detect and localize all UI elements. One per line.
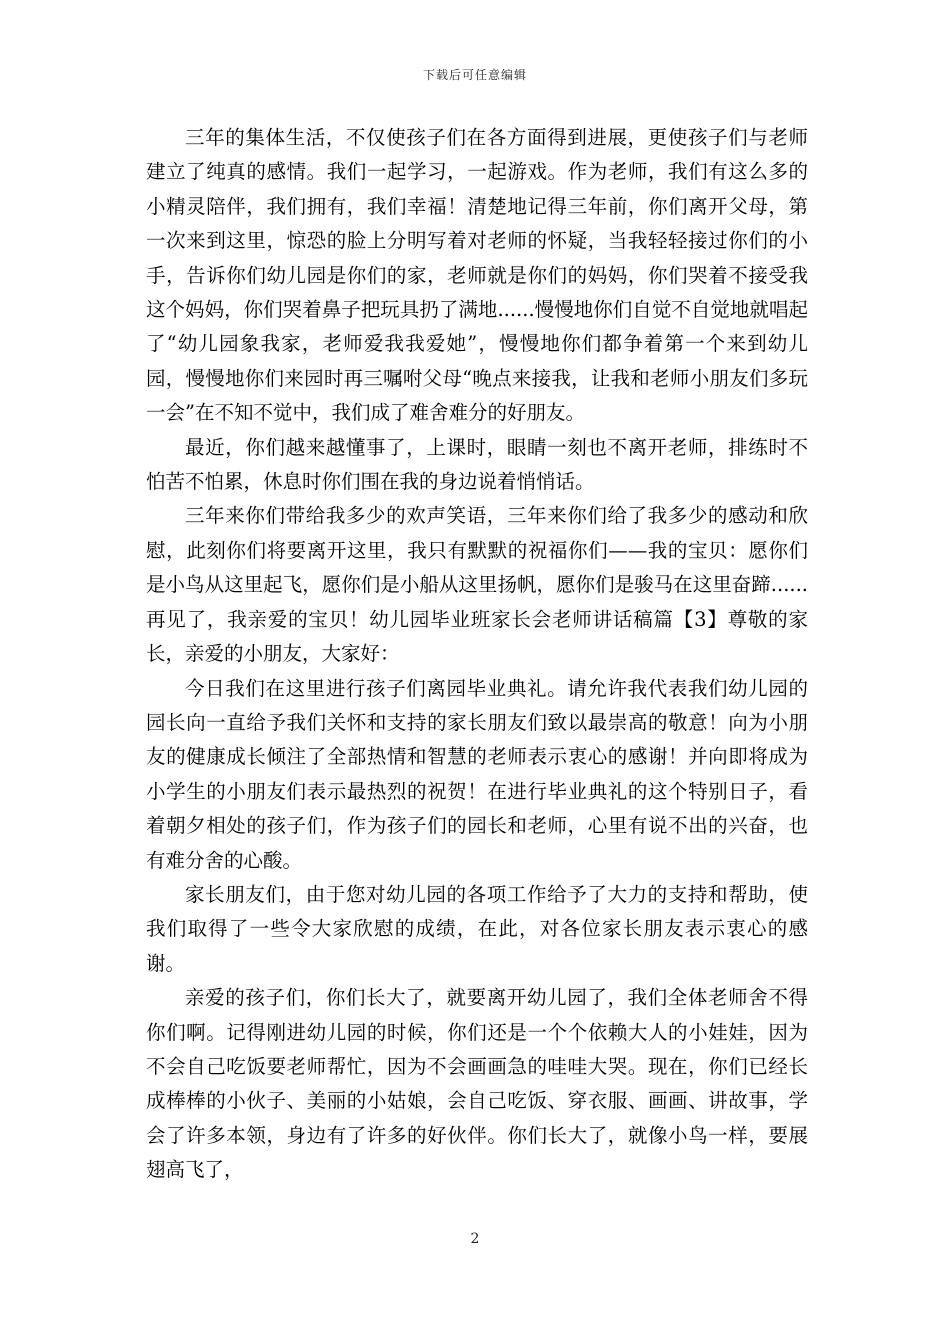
paragraph-1: 三年的集体生活，不仅使孩子们在各方面得到进展，更使孩子们与老师建立了纯真的感情。我们一起学习，一起游戏。作为老师，我们有这么多的小精灵陪伴，我们拥有，我们幸福！清楚地记得三年前，你们离开父母，第一次来到这里，惊恐的脸上分明写着对老师的怀疑，当我轻轻接过你们的小手，告诉你们幼儿园是你们的家，老师就是你们的妈妈，你们哭着不接受我这个妈妈，你们哭着鼻子把玩具扔了满地......慢慢地你们自觉不自觉地就唱起了“幼儿园象我家，老师爱我我爱她”，慢慢地你们都争着第一个来到幼儿园，慢慢地你们来园时再三嘱咐父母“晚点来接我，让我和老师小朋友们多玩一会”在不知不觉中，我们成了难舍难分的好朋友。 [146, 126, 808, 425]
page-number: 2 [470, 1231, 480, 1247]
paragraph-6: 亲爱的孩子们，你们长大了，就要离开幼儿园了，我们全体老师舍不得你们啊。记得刚进幼儿园的时候，你们还是一个个依赖大人的小娃娃，因为不会自己吃饭要老师帮忙，因为不会画画急的哇哇大哭。现在，你们已经长成棒棒的小伙子、美丽的小姑娘，会自己吃饭、穿衣服、画画、讲故事，学会了许多本领，身边有了许多的好伙伴。你们长大了，就像小鸟一样，要展翅高飞了， [146, 986, 808, 1182]
paragraph-3: 三年来你们带给我多少的欢声笑语，三年来你们给了我多少的感动和欣慰，此刻你们将要离开这里，我只有默默的祝福你们——我的宝贝：愿你们是小鸟从这里起飞，愿你们是小船从这里扬帆，愿你们是骏马在这里奋蹄......再见了，我亲爱的宝贝！幼儿园毕业班家长会老师讲话稿篇【3】尊敬的家长，亲爱的小朋友，大家好： [146, 504, 808, 666]
page-header-note: 下载后可任意编辑 [422, 68, 527, 82]
paragraph-5: 家长朋友们，由于您对幼儿园的各项工作给予了大力的支持和帮助，使我们取得了一些令大家欣慰的成绩，在此，对各位家长朋友表示衷心的感谢。 [146, 882, 808, 975]
paragraph-4: 今日我们在这里进行孩子们离园毕业典礼。请允许我代表我们幼儿园的园长向一直给予我们关怀和支持的家长朋友们致以最崇高的敬意！向为小朋友的健康成长倾注了全部热情和智慧的老师表示衷心的感谢！并向即将成为小学生的小朋友们表示最热烈的祝贺！在进行毕业典礼的这个特别日子，看着朝夕相处的孩子们，作为孩子们的园长和老师，心里有说不出的兴奋，也有难分舍的心酸。 [146, 676, 808, 872]
document-body [146, 121, 808, 1188]
paragraph-2: 最近，你们越来越懂事了，上课时，眼睛一刻也不离开老师，排练时不怕苦不怕累，休息时你们围在我的身边说着悄悄话。 [146, 435, 808, 494]
